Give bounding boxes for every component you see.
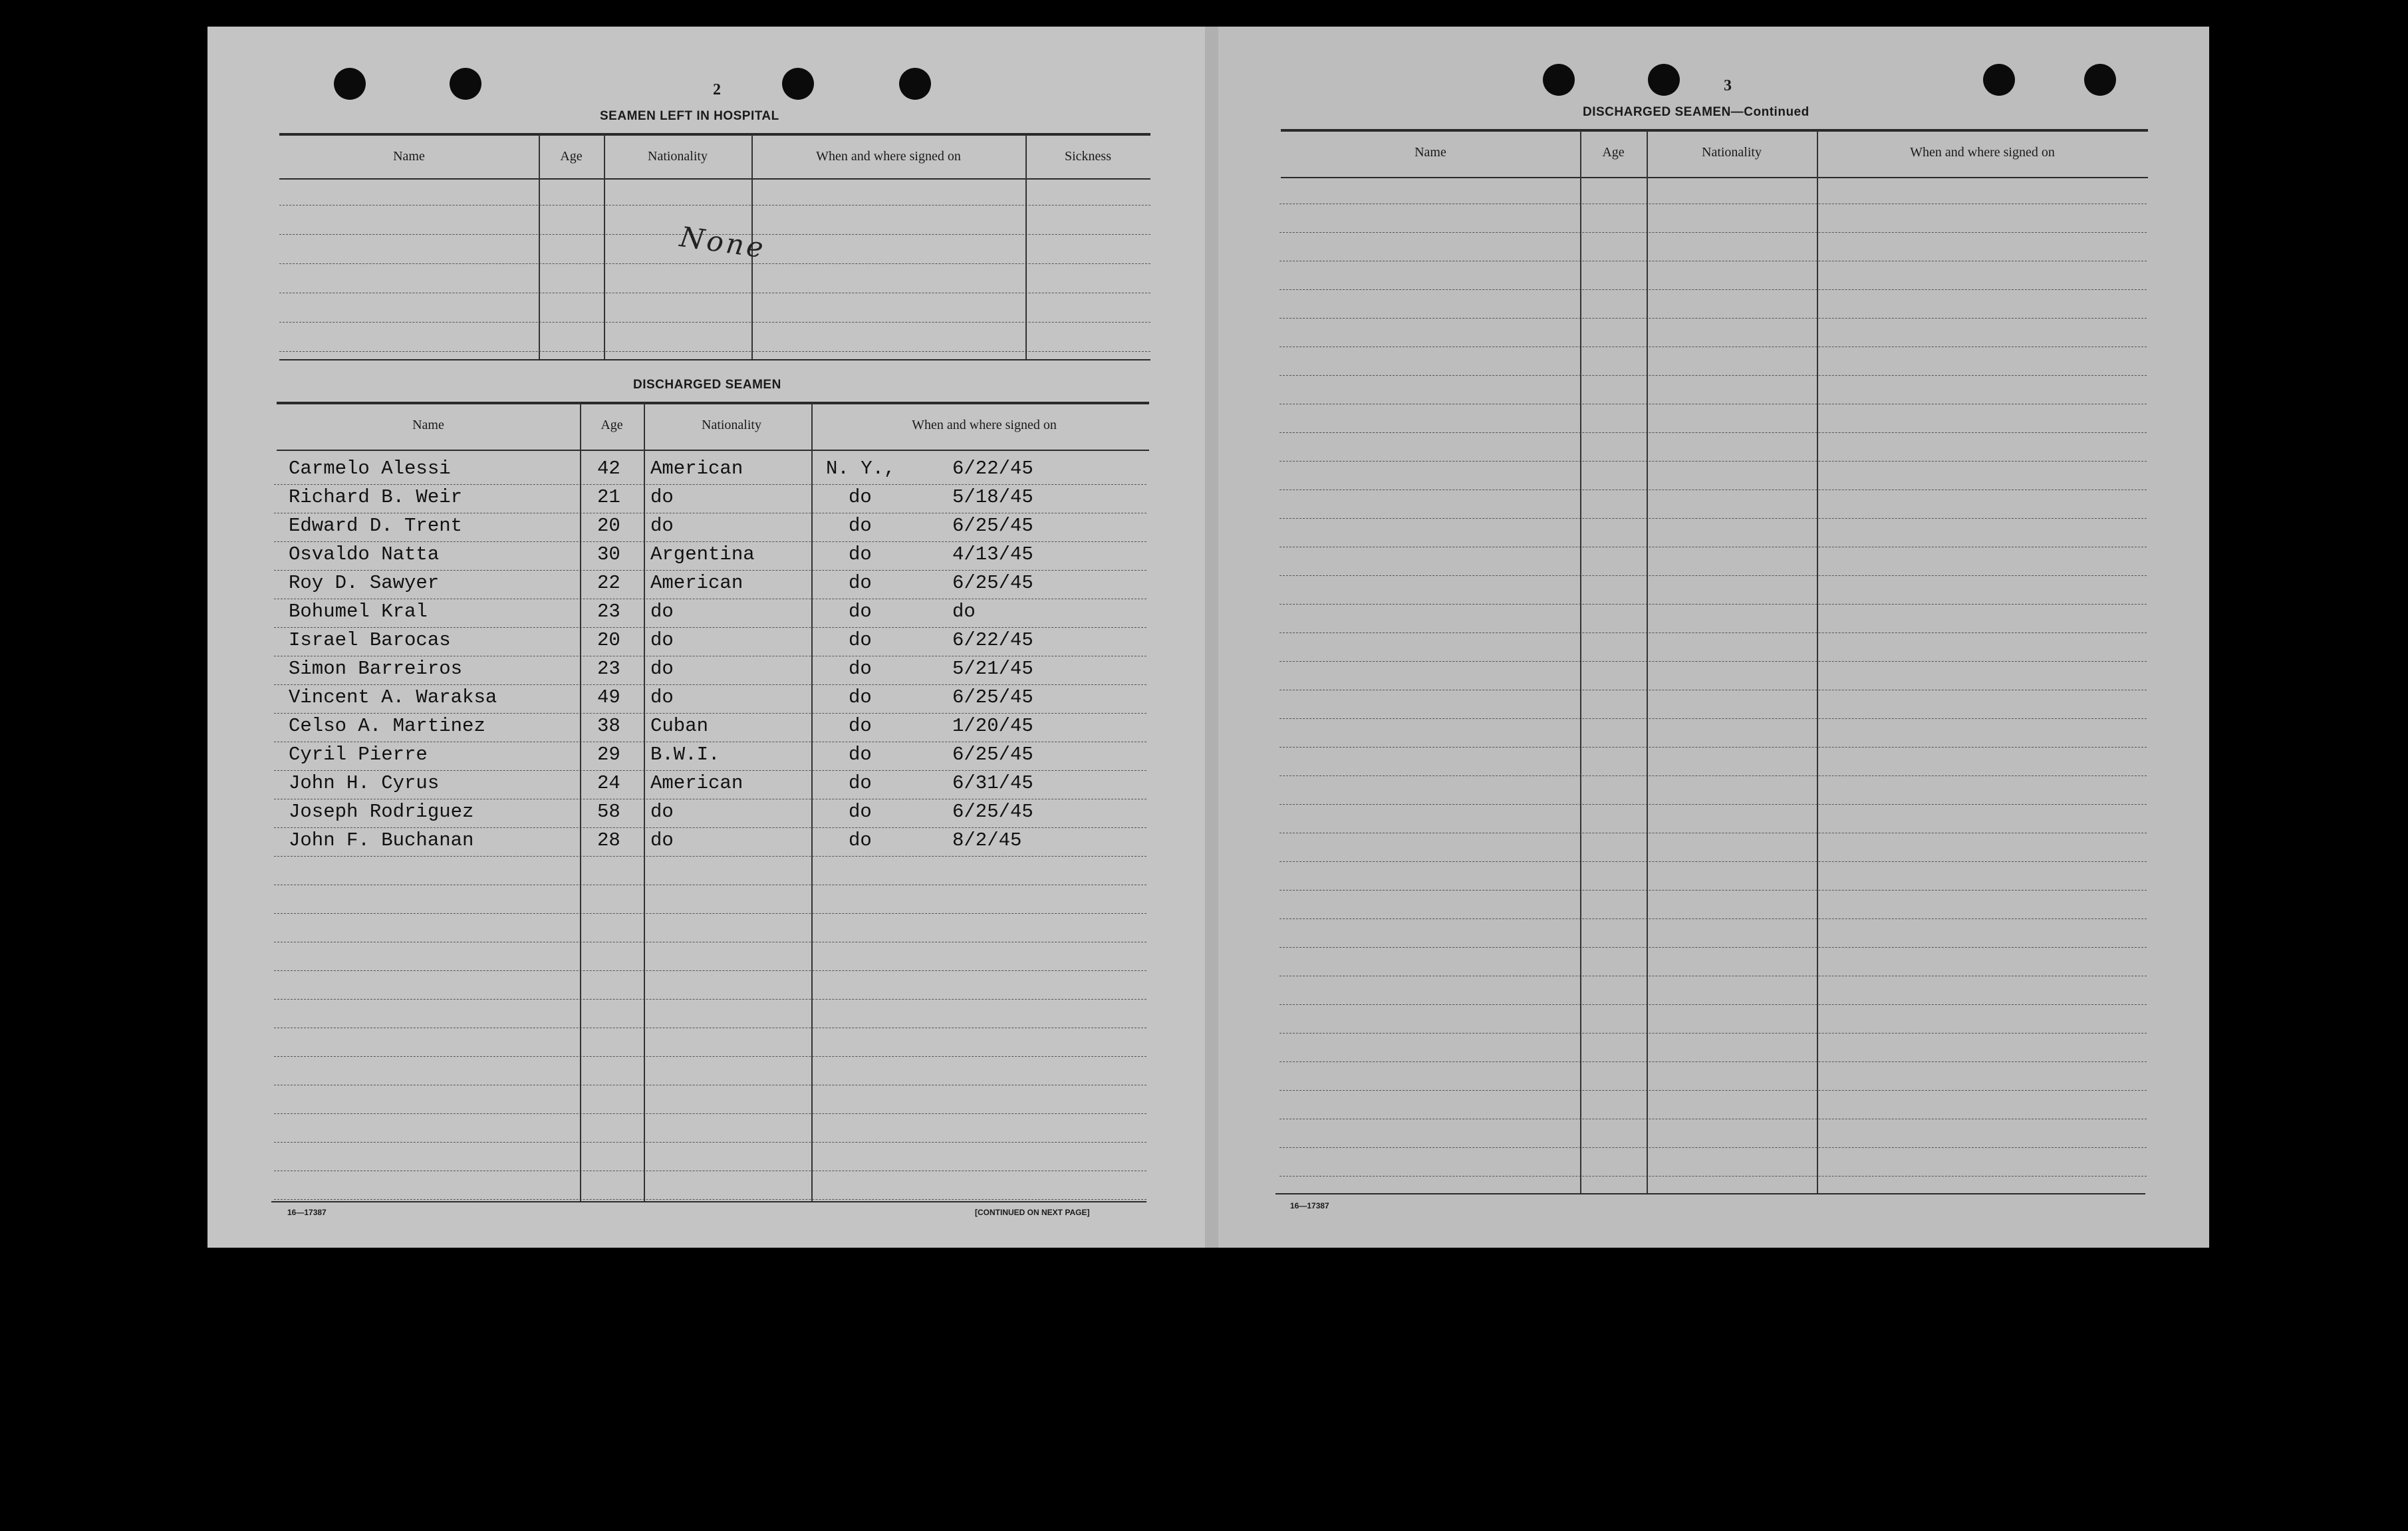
row-line xyxy=(1279,1090,2147,1091)
right-page xyxy=(1218,27,2209,1248)
row-line xyxy=(1279,432,2147,433)
row-line xyxy=(274,684,1146,685)
signed-on-date: 6/25/45 xyxy=(952,515,1033,537)
row-line xyxy=(1279,232,2147,233)
discharged-header-signed-on: When and where signed on xyxy=(912,418,1057,432)
column-divider xyxy=(580,403,581,1201)
row-line xyxy=(274,627,1146,628)
row-line xyxy=(279,351,1150,352)
signed-on-date: 6/25/45 xyxy=(952,744,1033,766)
signed-on-place: do xyxy=(849,486,872,508)
seaman-name: John H. Cyrus xyxy=(289,772,440,794)
seaman-age: 24 xyxy=(597,772,620,794)
column-divider xyxy=(811,403,813,1201)
row-line xyxy=(279,205,1150,206)
row-line xyxy=(274,1199,1146,1200)
seaman-age: 49 xyxy=(597,686,620,708)
punch-hole xyxy=(1543,64,1575,96)
signed-on-date: 6/25/45 xyxy=(952,572,1033,594)
signed-on-date: 4/13/45 xyxy=(952,543,1033,565)
discharged-table-top-rule xyxy=(277,402,1149,404)
signed-on-place: do xyxy=(849,658,872,680)
seaman-age: 20 xyxy=(597,629,620,651)
seaman-nationality: do xyxy=(650,486,674,508)
signed-on-date: do xyxy=(952,601,976,623)
punch-hole xyxy=(1983,64,2015,96)
seaman-age: 28 xyxy=(597,829,620,851)
signed-on-place: do xyxy=(849,715,872,737)
seaman-nationality: do xyxy=(650,829,674,851)
discharged-header-nationality: Nationality xyxy=(702,418,761,432)
seaman-age: 38 xyxy=(597,715,620,737)
row-line xyxy=(274,541,1146,542)
right-header-signed-on: When and where signed on xyxy=(1910,145,2055,160)
discharged-header-age: Age xyxy=(601,418,623,432)
row-line xyxy=(274,1056,1146,1057)
seaman-name: Celso A. Martinez xyxy=(289,715,485,737)
seaman-name: Bohumel Kral xyxy=(289,601,428,623)
seaman-name: Vincent A. Waraksa xyxy=(289,686,497,708)
seaman-age: 23 xyxy=(597,658,620,680)
row-line xyxy=(274,770,1146,771)
row-line xyxy=(274,827,1146,828)
signed-on-place: do xyxy=(849,686,872,708)
row-line xyxy=(1279,804,2147,805)
discharged-section-title: DISCHARGED SEAMEN xyxy=(633,378,781,392)
seaman-name: Simon Barreiros xyxy=(289,658,463,680)
signed-on-place: do xyxy=(849,829,872,851)
seaman-age: 30 xyxy=(597,543,620,565)
punch-hole xyxy=(334,68,366,100)
punch-hole xyxy=(1648,64,1680,96)
row-line xyxy=(1279,1004,2147,1005)
seaman-nationality: American xyxy=(650,772,743,794)
seaman-nationality: American xyxy=(650,458,743,480)
right-header-age: Age xyxy=(1602,145,1625,160)
hospital-header-nationality: Nationality xyxy=(648,149,708,164)
seaman-name: Osvaldo Natta xyxy=(289,543,440,565)
center-fold xyxy=(1205,27,1218,1248)
right-table-bottom-rule xyxy=(1275,1193,2145,1194)
row-line xyxy=(274,913,1146,914)
row-line xyxy=(279,322,1150,323)
punch-hole xyxy=(782,68,814,100)
signed-on-place: do xyxy=(849,601,872,623)
seaman-age: 20 xyxy=(597,515,620,537)
seaman-nationality: Cuban xyxy=(650,715,709,737)
row-line xyxy=(1279,461,2147,462)
discharged-table-bottom-rule xyxy=(271,1201,1146,1202)
signed-on-date: 6/25/45 xyxy=(952,801,1033,823)
seaman-name: Cyril Pierre xyxy=(289,744,428,766)
row-line xyxy=(1279,604,2147,605)
seaman-nationality: do xyxy=(650,629,674,651)
row-line xyxy=(1279,489,2147,490)
discharged-header-name: Name xyxy=(412,418,444,432)
signed-on-place: do xyxy=(849,744,872,766)
row-line xyxy=(1279,1147,2147,1148)
column-divider xyxy=(1647,130,1648,1193)
column-divider xyxy=(1817,130,1818,1193)
row-line xyxy=(1279,318,2147,319)
row-line xyxy=(1279,518,2147,519)
seaman-nationality: do xyxy=(650,686,674,708)
row-line xyxy=(1279,289,2147,290)
row-line xyxy=(274,970,1146,971)
punch-hole xyxy=(899,68,931,100)
hospital-header-age: Age xyxy=(560,149,583,164)
row-line xyxy=(1279,375,2147,376)
discharged-continued-title: DISCHARGED SEAMEN—Continued xyxy=(1583,105,1809,119)
row-line xyxy=(274,1142,1146,1143)
hospital-header-name: Name xyxy=(393,149,425,164)
signed-on-date: 8/2/45 xyxy=(952,829,1022,851)
row-line xyxy=(1279,1176,2147,1177)
signed-on-date: 5/21/45 xyxy=(952,658,1033,680)
row-line xyxy=(1279,747,2147,748)
row-line xyxy=(1279,632,2147,633)
seaman-name: Carmelo Alessi xyxy=(289,458,451,480)
seaman-age: 23 xyxy=(597,601,620,623)
row-line xyxy=(274,1113,1146,1114)
signed-on-place: do xyxy=(849,629,872,651)
seaman-name: John F. Buchanan xyxy=(289,829,474,851)
form-number: 16—17387 xyxy=(287,1208,327,1217)
column-divider xyxy=(1025,134,1027,359)
hospital-header-sickness: Sickness xyxy=(1065,149,1111,164)
seaman-name: Israel Barocas xyxy=(289,629,451,651)
punch-hole xyxy=(2084,64,2116,96)
signed-on-place: N. Y., xyxy=(826,458,896,480)
page-number: 2 xyxy=(713,81,721,98)
hospital-section-title: SEAMEN LEFT IN HOSPITAL xyxy=(600,109,779,123)
seaman-nationality: B.W.I. xyxy=(650,744,720,766)
row-line xyxy=(1279,861,2147,862)
signed-on-date: 5/18/45 xyxy=(952,486,1033,508)
signed-on-place: do xyxy=(849,772,872,794)
document-sheet xyxy=(207,27,2209,1248)
seaman-age: 58 xyxy=(597,801,620,823)
row-line xyxy=(274,570,1146,571)
row-line xyxy=(1279,918,2147,919)
signed-on-date: 6/31/45 xyxy=(952,772,1033,794)
punch-hole xyxy=(450,68,481,100)
seaman-age: 21 xyxy=(597,486,620,508)
row-line xyxy=(274,484,1146,485)
row-line xyxy=(1279,1033,2147,1034)
row-line xyxy=(274,999,1146,1000)
seaman-nationality: do xyxy=(650,515,674,537)
right-header-nationality: Nationality xyxy=(1702,145,1762,160)
seaman-nationality: do xyxy=(650,658,674,680)
seaman-age: 29 xyxy=(597,744,620,766)
discharged-header-rule xyxy=(277,450,1149,451)
seaman-name: Joseph Rodriguez xyxy=(289,801,474,823)
handwritten-none: None xyxy=(678,220,768,265)
signed-on-place: do xyxy=(849,801,872,823)
left-page xyxy=(207,27,1205,1248)
hospital-header-signed-on: When and where signed on xyxy=(816,149,961,164)
form-number: 16—17387 xyxy=(1290,1201,1329,1210)
row-line xyxy=(1279,575,2147,576)
column-divider xyxy=(1580,130,1581,1193)
seaman-age: 42 xyxy=(597,458,620,480)
seaman-nationality: Argentina xyxy=(650,543,755,565)
seaman-name: Edward D. Trent xyxy=(289,515,463,537)
hospital-table-bottom-rule xyxy=(279,359,1150,360)
row-line xyxy=(274,713,1146,714)
row-line xyxy=(1279,947,2147,948)
row-line xyxy=(1279,718,2147,719)
row-line xyxy=(1279,1061,2147,1062)
row-line xyxy=(279,263,1150,264)
signed-on-date: 6/25/45 xyxy=(952,686,1033,708)
row-line xyxy=(1279,775,2147,776)
signed-on-place: do xyxy=(849,543,872,565)
right-header-name: Name xyxy=(1414,145,1446,160)
right-header-rule xyxy=(1281,177,2148,178)
right-table-top-rule xyxy=(1281,129,2148,132)
seaman-name: Roy D. Sawyer xyxy=(289,572,440,594)
hospital-header-rule xyxy=(279,178,1150,180)
row-line xyxy=(1279,661,2147,662)
signed-on-date: 1/20/45 xyxy=(952,715,1033,737)
hospital-table-top-rule xyxy=(279,133,1150,136)
column-divider xyxy=(539,134,540,359)
seaman-nationality: American xyxy=(650,572,743,594)
column-divider xyxy=(644,403,645,1201)
page-number: 3 xyxy=(1724,77,1732,94)
signed-on-place: do xyxy=(849,515,872,537)
seaman-age: 22 xyxy=(597,572,620,594)
signed-on-place: do xyxy=(849,572,872,594)
signed-on-date: 6/22/45 xyxy=(952,458,1033,480)
continued-note: [CONTINUED ON NEXT PAGE] xyxy=(975,1208,1090,1217)
signed-on-date: 6/22/45 xyxy=(952,629,1033,651)
seaman-nationality: do xyxy=(650,801,674,823)
row-line xyxy=(1279,890,2147,891)
row-line xyxy=(274,856,1146,857)
column-divider xyxy=(604,134,605,359)
seaman-nationality: do xyxy=(650,601,674,623)
seaman-name: Richard B. Weir xyxy=(289,486,463,508)
